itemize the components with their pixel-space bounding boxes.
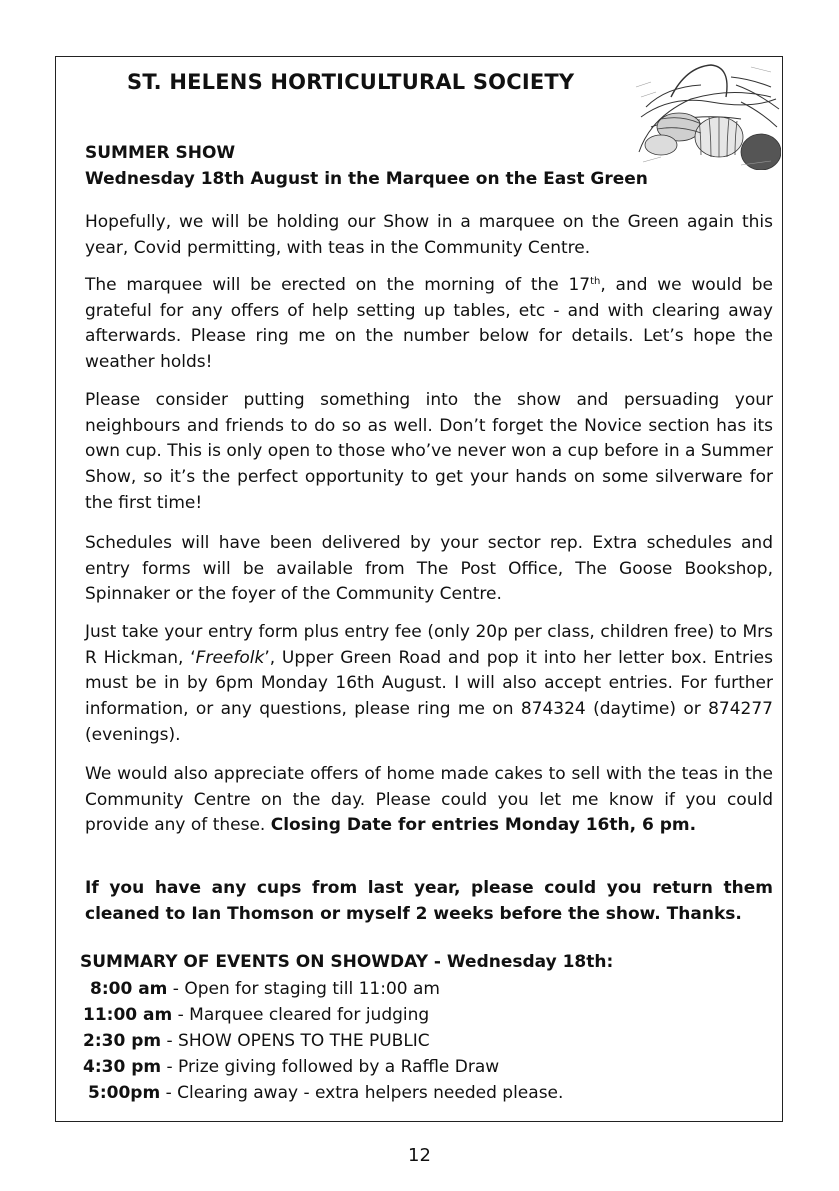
event-desc: - Marquee cleared for judging xyxy=(172,1005,430,1025)
paragraph-5 xyxy=(85,620,773,749)
paragraph-1-text: Hopefully, we will be holding our Show in a marquee on the Green again this year, Covid permitting, with teas in the Community Centre. xyxy=(85,212,773,258)
page-title: ST. HELENS HORTICULTURAL SOCIETY xyxy=(127,70,575,94)
event-row xyxy=(90,979,440,999)
event-row xyxy=(83,1005,429,1025)
summary-heading: SUMMARY OF EVENTS ON SHOWDAY - Wednesday 18th: xyxy=(80,952,614,972)
event-time: 11:00 am xyxy=(83,1005,173,1025)
event-row xyxy=(83,1031,430,1051)
event-desc: - Clearing away - extra helpers needed please. xyxy=(160,1083,564,1103)
paragraph-4 xyxy=(85,531,773,608)
paragraph-6-text: We would also appreciate offers of home made cakes to sell with the teas in the Community Centre on the day. Please could you let me know if you could provide any of these. xyxy=(85,764,773,836)
event-time: 5:00pm xyxy=(88,1083,161,1103)
paragraph-4-text: Schedules will have been delivered by your sector rep. Extra schedules and entry forms will be available from The Post Office, The Goose Bookshop, Spinnaker or the foyer of the Community Centre. xyxy=(85,533,773,605)
event-time: 4:30 pm xyxy=(83,1057,162,1077)
event-time: 2:30 pm xyxy=(83,1031,162,1051)
show-heading: SUMMER SHOW xyxy=(85,143,236,163)
paragraph-2 xyxy=(85,273,773,376)
paragraph-7-text: If you have any cups from last year, please could you return them cleaned to Ian Thomson or myself 2 weeks before the show. Thanks. xyxy=(85,878,773,924)
paragraph-1 xyxy=(85,210,773,261)
paragraph-5-text-a: Just take your entry form plus entry fee (only 20p per class, children free) to Mrs R Hickman, ‘ xyxy=(85,622,773,668)
page-number: 12 xyxy=(408,1145,431,1166)
paragraph-3-text: Please consider putting something into the show and persuading your neighbours and friends to do so as well. Don’t forget the Novice section has its own cup. This is only open to those who’ve never won a cup before in a Summer Show, so it’s the perfect opportunity to get your hands on some silverware for the first time! xyxy=(85,390,773,513)
event-desc: - Prize giving followed by a Raffle Draw xyxy=(161,1057,500,1077)
paragraph-2-text-b: , and we would be grateful for any offers of help setting up tables, etc - and with clearing away afterwards. Please ring me on the number below for details. Let’s hope the weather holds! xyxy=(85,275,773,373)
paragraph-5-text-b: ’, Upper Green Road and pop it into her letter box. Entries must be in by 6pm Monday 16th August. I will also accept entries. For further information, or any questions, please ring me on 874324 (daytime) or 874277 (evenings). xyxy=(85,647,773,745)
vegetable-basket-illustration xyxy=(631,57,781,170)
paragraph-3 xyxy=(85,388,773,517)
event-desc: - SHOW OPENS TO THE PUBLIC xyxy=(161,1031,430,1051)
paragraph-2-text-a: The marquee will be erected on the morning of the 17 xyxy=(85,275,591,295)
event-time: 8:00 am xyxy=(90,979,168,999)
event-row xyxy=(83,1057,499,1077)
paragraph-5-italic: Freefolk xyxy=(195,647,265,668)
event-row xyxy=(88,1083,563,1103)
paragraph-2-superscript: th xyxy=(590,276,601,287)
paragraph-6 xyxy=(85,762,773,839)
paragraph-7 xyxy=(85,876,773,927)
show-subheading: Wednesday 18th August in the Marquee on the East Green xyxy=(85,169,648,189)
paragraph-6-bold: Closing Date for entries Monday 16th, 6 pm. xyxy=(270,815,697,836)
event-desc: - Open for staging till 11:00 am xyxy=(167,979,440,999)
